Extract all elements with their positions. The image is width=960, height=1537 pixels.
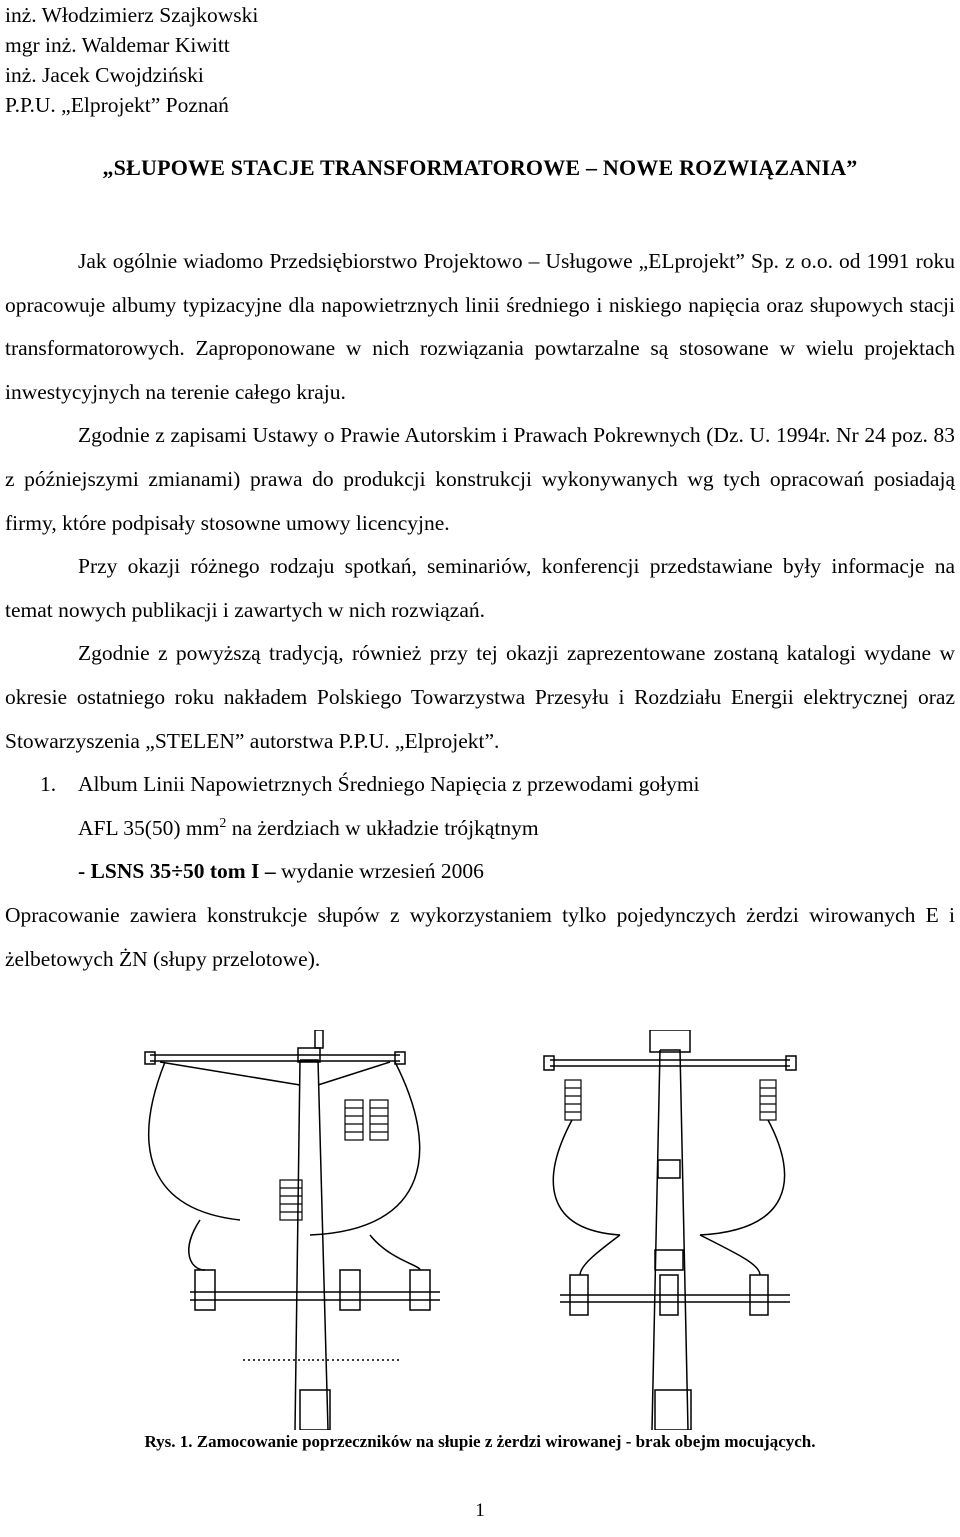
album-conductor bbox=[78, 807, 955, 851]
paragraph-intro: Jak ogólnie wiadomo Przedsiębiorstwo Projektowo – Usługowe „ELprojekt” Sp. z o.o. od 1991 roku opracowuje albumy typizacyjne dla napowietrznych linii średniego i niskiego napięcia oraz słupowych stacji transformatorowych. Zaproponowane w nich rozwiązania powtarzalne są stosowane w wielu projektach inwestycyjnych na terenie całego kraju. bbox=[5, 249, 955, 404]
author-1: inż. Włodzimierz Szajkowski bbox=[5, 3, 259, 27]
paragraph-description: Opracowanie zawiera konstrukcje słupów z wykorzystaniem tylko pojedynczych żerdzi wirowanych E i żelbetowych ŻN (słupy przelotowe). bbox=[5, 902, 955, 971]
album-conductor-text: AFL 35(50) mm bbox=[78, 815, 220, 840]
document-title: „SŁUPOWE STACJE TRANSFORMATOROWE – NOWE ROZWIĄZANIA” bbox=[102, 155, 858, 180]
album-edition bbox=[78, 850, 955, 894]
author-3: inż. Jacek Cwojdziński bbox=[5, 63, 204, 87]
left-pole-drawing bbox=[145, 1030, 440, 1430]
figure-caption: Rys. 1. Zamocowanie poprzeczników na słupie z żerdzi wirowanej - brak obejm mocujących. bbox=[144, 1432, 816, 1451]
paragraph-copyright: Zgodnie z zapisami Ustawy o Prawie Autorskim i Prawach Pokrewnych (Dz. U. 1994r. Nr 24 poz. 83 z późniejszymi zmianami) prawa do produkcji konstrukcji wykonywanych wg tych opracowań posiadają firmy, które podpisały stosowne umowy licencyjne. bbox=[5, 423, 955, 535]
page-number: 1 bbox=[475, 1500, 485, 1521]
list-item-album bbox=[5, 763, 955, 894]
pole-drawings-figure bbox=[140, 1030, 930, 1430]
list-number: 1. bbox=[40, 772, 57, 797]
album-edition-date: wydanie wrzesień 2006 bbox=[280, 859, 484, 884]
author-company: P.P.U. „Elprojekt” Poznań bbox=[5, 93, 229, 117]
document-body bbox=[5, 240, 955, 981]
album-title: Album Linii Napowietrznych Średniego Napięcia z przewodami gołymi bbox=[78, 772, 700, 797]
album-code: - LSNS 35÷50 tom I bbox=[78, 859, 260, 884]
paragraph-publications: Przy okazji różnego rodzaju spotkań, seminariów, konferencji przedstawiane były informacje na temat nowych publikacji i zawartych w nich rozwiązań. bbox=[5, 554, 955, 622]
paragraph-catalogs: Zgodnie z powyższą tradycją, również przy tej okazji zaprezentowane zostaną katalogi wydane w okresie ostatniego roku nakładem Polskiego Towarzystwa Przesyłu i Rozdziału Energii elektrycznej oraz Stowarzyszenia „STELEN” autorstwa P.P.U. „Elprojekt”. bbox=[5, 641, 955, 753]
right-pole-drawing bbox=[544, 1030, 796, 1430]
author-2: mgr inż. Waldemar Kiwitt bbox=[5, 33, 230, 57]
authors-block bbox=[5, 0, 258, 120]
album-dash: – bbox=[259, 859, 281, 884]
album-conductor-rest: na żerdziach w układzie trójkątnym bbox=[226, 815, 539, 840]
superscript-2: 2 bbox=[219, 815, 227, 831]
